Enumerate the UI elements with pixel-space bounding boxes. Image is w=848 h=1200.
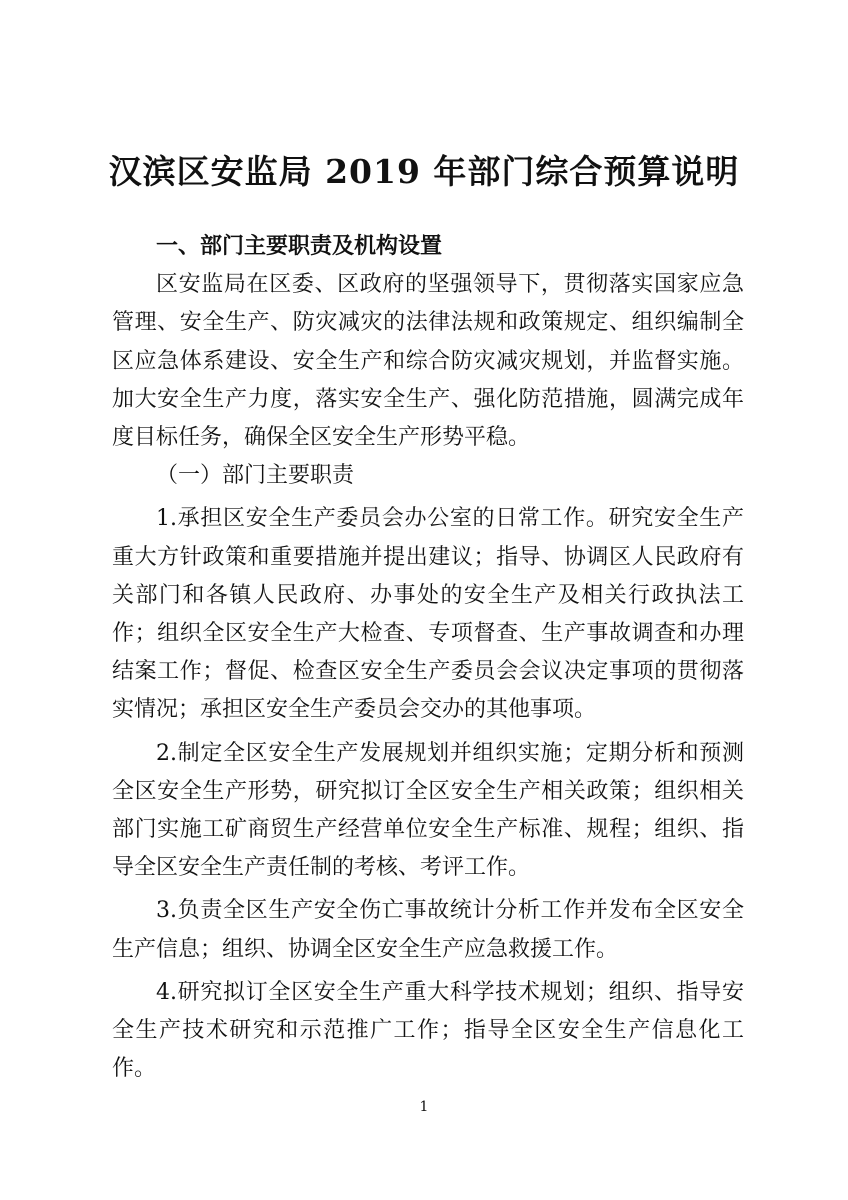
duty-item-2: 2.制定全区安全生产发展规划并组织实施；定期分析和预测全区安全生产形势，研究拟订全区安全生产相关政策；组织相关部门实施工矿商贸生产经营单位安全生产标准、规程；组织、指导全区安全生产责任制的考核、考评工作。 [112, 740, 744, 881]
subsection-heading: （一）部门主要职责 [156, 463, 355, 489]
intro-paragraph: 区安监局在区委、区政府的坚强领导下，贯彻落实国家应急管理、安全生产、防灾减灾的法律法规和政策规定、组织编制全区应急体系建设、安全生产和综合防灾减灾规划，并监督实施。加大安全生产力度，落实安全生产、强化防范措施，圆满完成年度目标任务，确保全区安全生产形势平稳。 [112, 272, 744, 451]
section-heading: 一、部门主要职责及机构设置 [156, 234, 443, 259]
document-title: 汉滨区安监局 2019 年部门综合预算说明 [108, 152, 740, 191]
duty-item-3: 3.负责全区生产安全伤亡事故统计分析工作并发布全区安全生产信息；组织、协调全区安全生产应急救援工作。 [112, 898, 744, 962]
document-body [112, 228, 744, 1088]
page-number: 1 [419, 1099, 429, 1115]
duty-item-4: 4.研究拟订全区安全生产重大科学技术规划；组织、指导安全生产技术研究和示范推广工作；指导全区安全生产信息化工作。 [112, 979, 744, 1082]
duty-item-1: 1.承担区安全生产委员会办公室的日常工作。研究安全生产重大方针政策和重要措施并提出建议；指导、协调区人民政府有关部门和各镇人民政府、办事处的安全生产及相关行政执法工作；组织全区安全生产大检查、专项督查、生产事故调查和办理结案工作；督促、检查区安全生产委员会会议决定事项的贯彻落实情况；承担区安全生产委员会交办的其他事项。 [112, 506, 744, 723]
